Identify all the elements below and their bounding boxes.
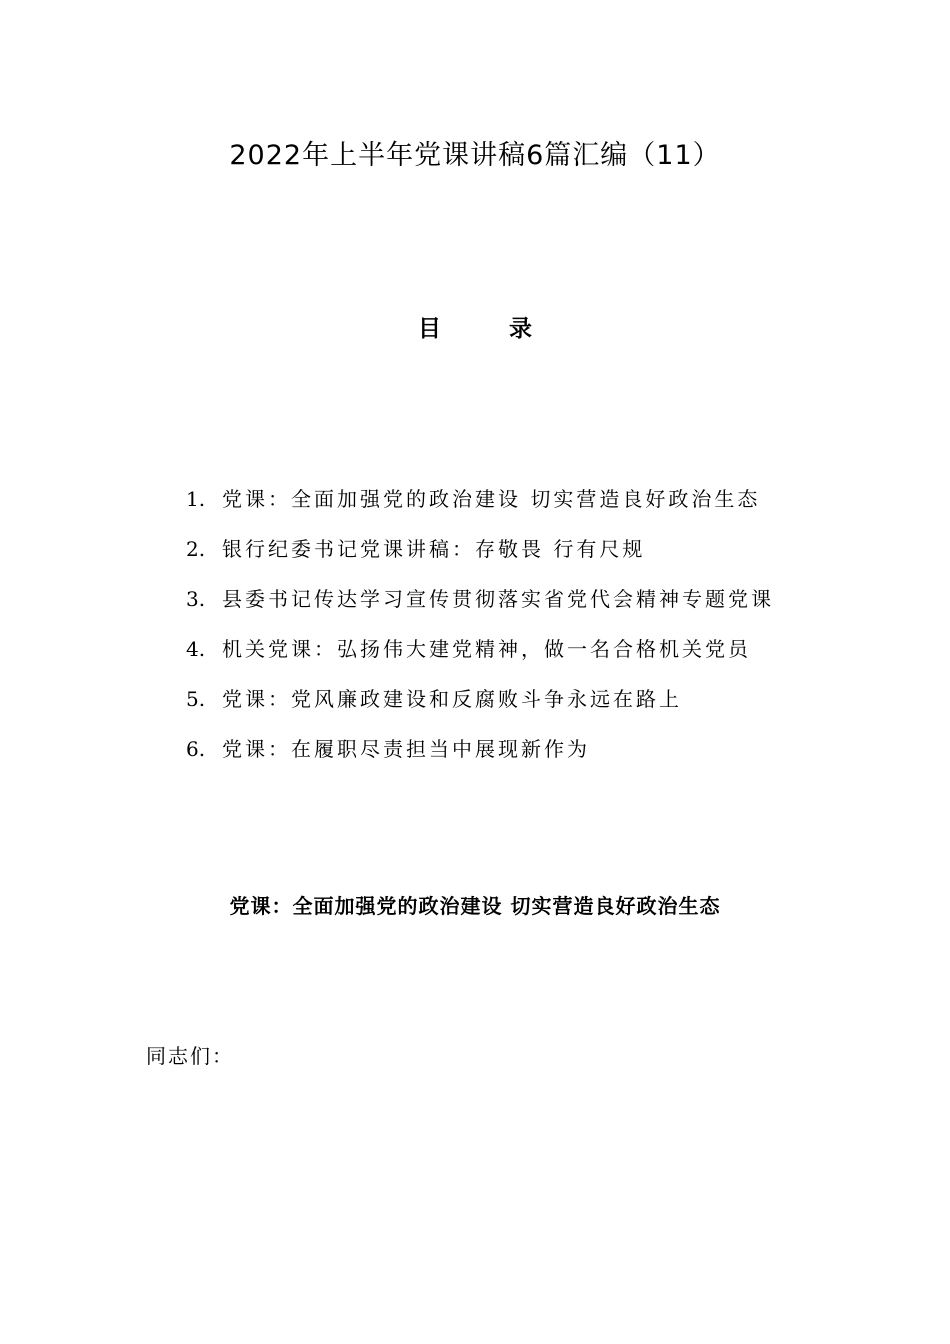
section-title: 党课：全面加强党的政治建设 切实营造良好政治生态: [229, 894, 721, 918]
toc-number: 2.: [186, 537, 206, 561]
greeting-text: 同志们：: [146, 1044, 234, 1068]
toc-item-text: 银行纪委书记党课讲稿：存敬畏 行有尺规: [222, 537, 646, 561]
toc-number: 6.: [186, 737, 206, 761]
toc-number: 5.: [186, 687, 206, 711]
toc-number: 4.: [186, 637, 206, 661]
toc-item-text: 党课：在履职尽责担当中展现新作为: [222, 737, 590, 761]
toc-item-text: 机关党课：弘扬伟大建党精神，做一名合格机关党员: [222, 637, 751, 661]
toc-number: 1.: [186, 487, 206, 511]
document-title: 2022年上半年党课讲稿6篇汇编（11）: [229, 140, 721, 171]
toc-item-5: [186, 682, 826, 732]
toc-item-text: 党课：党风廉政建设和反腐败斗争永远在路上: [222, 687, 682, 711]
toc-number: 3.: [186, 587, 206, 611]
toc-item-3: [186, 582, 826, 632]
toc-item-2: [186, 532, 826, 582]
toc-item-1: [186, 482, 826, 532]
toc-item-text: 党课：全面加强党的政治建设 切实营造良好政治生态: [222, 487, 761, 511]
toc-item-4: [186, 632, 826, 682]
toc-item-text: 县委书记传达学习宣传贯彻落实省党代会精神专题党课: [222, 587, 774, 611]
toc-heading: 目 录: [417, 315, 562, 342]
table-of-contents: [186, 482, 826, 782]
toc-item-6: [186, 732, 826, 782]
